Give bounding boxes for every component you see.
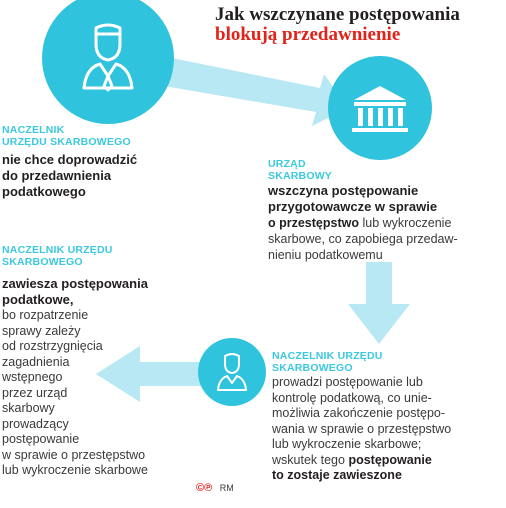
logo-rm: RM	[219, 483, 234, 493]
step3-caption: NACZELNIK URZĘDU SKARBOWEGO	[2, 244, 113, 268]
step3-text: bo rozpatrzenie sprawy zależy od rozstrzygnięcia zagadnienia wstępnego przez urząd skarbowy prowadzący postępowanie w sprawie o przestępstwo lub wykroczenie skarbowe	[2, 308, 148, 477]
step2-block	[268, 158, 458, 263]
step2-caption: URZĄD SKARBOWY	[268, 158, 333, 182]
step3-text-bold: zawiesza postępowania podatkowe,	[2, 276, 148, 307]
title-line-2: blokują przedawnienie	[215, 24, 401, 45]
step1-text: nie chce doprowadzić do przedawnienia podatkowego	[2, 152, 138, 199]
step1-caption: NACZELNIK URZĘDU SKARBOWEGO	[2, 124, 131, 148]
step4-block	[272, 350, 451, 484]
title-line-1: Jak wszczynane postępowania	[215, 4, 460, 25]
step1-block	[2, 124, 137, 200]
step3-block	[2, 244, 148, 479]
page-title	[215, 5, 460, 45]
step4-text: prowadzi postępowanie lub kontrolę podatkową, co unie- możliwia zakończenie postępo- wania w sprawie o przestępstwo lub wykroczenie skarbowe; wskutek tego postępowanie to zostaje zawieszone	[272, 375, 452, 482]
person-icon-small	[198, 338, 266, 406]
logo-mark: ©℗	[196, 482, 213, 494]
person-icon	[42, 0, 174, 124]
arrow-right-down	[164, 58, 348, 126]
publisher-logo	[196, 482, 234, 494]
step2-text-bold: wszczyna postępowanie przygotowawcze w sprawie	[268, 183, 438, 214]
arrow-down	[348, 262, 410, 344]
step4-caption: NACZELNIK URZĘDU SKARBOWEGO	[272, 350, 383, 374]
step2-text: o przestępstwo lub wykroczenie skarbowe, co zapobiega przedaw- nieniu podatkowemu	[268, 216, 458, 262]
building-icon	[328, 56, 432, 160]
